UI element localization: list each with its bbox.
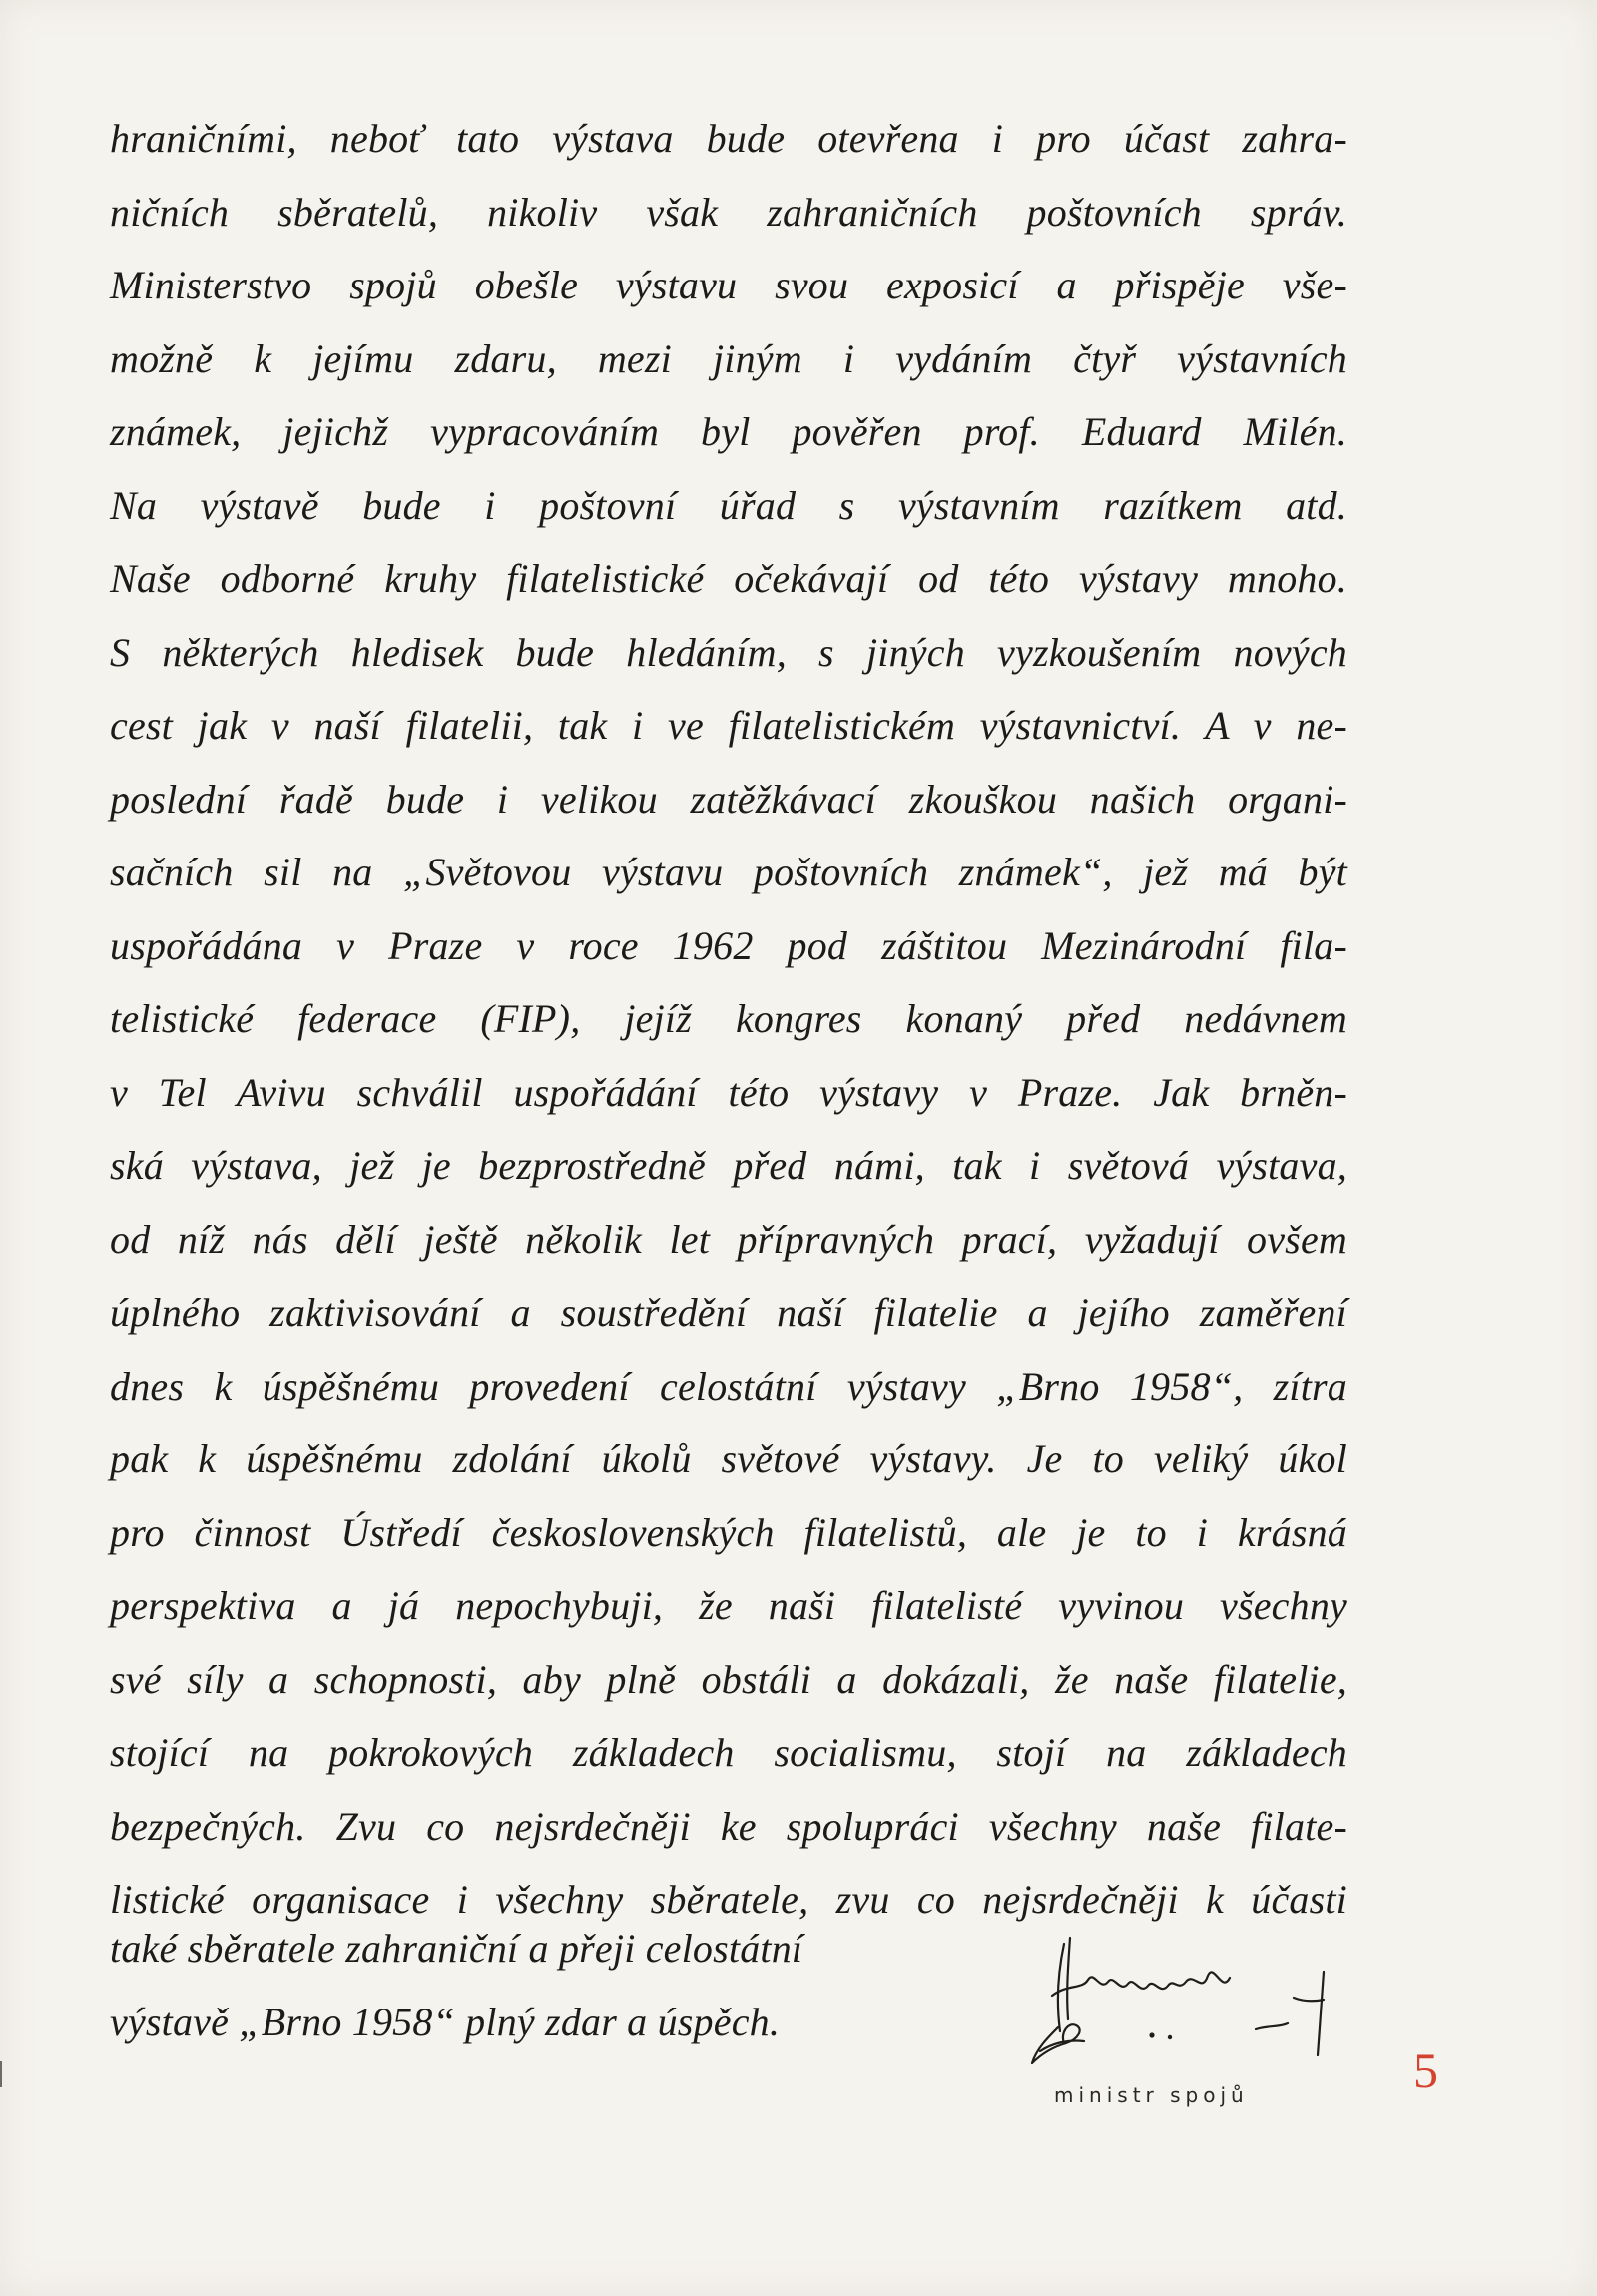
text-line: Ministerstvo spojů obešle výstavu svou exposicí a přispěje vše- bbox=[110, 263, 1347, 307]
text-line: známek, jejichž vypracováním byl pověřen prof. Eduard Milén. bbox=[110, 409, 1347, 454]
text-line: pro činnost Ústředí československých filatelistů, ale je to i krásná bbox=[110, 1509, 1347, 1555]
text-line: hraničními, neboť tato výstava bude otevřena i pro účast zahra- bbox=[110, 116, 1347, 161]
text-line: telistické federace (FIP), jejíž kongres konaný před nedávnem bbox=[110, 996, 1347, 1041]
signatory-title: ministr spojů bbox=[1054, 2083, 1249, 2107]
text-line: perspektiva a já nepochybuji, že naši filatelisté vyvinou všechny bbox=[110, 1583, 1347, 1628]
text-line: bezpečných. Zvu co nejsrdečněji ke spolupráci všechny naše filate- bbox=[110, 1803, 1347, 1849]
closing-text bbox=[110, 1912, 928, 2058]
text-line: v Tel Avivu schválil uspořádání této výstavy v Praze. Jak brněn- bbox=[110, 1069, 1347, 1115]
text-line: pak k úspěšnému zdolání úkolů světové výstavy. Je to veliký úkol bbox=[110, 1436, 1347, 1481]
text-line: možně k jejímu zdaru, mezi jiným i vydáním čtyř výstavních bbox=[110, 335, 1347, 381]
text-line: Na výstavě bude i poštovní úřad s výstavním razítkem atd. bbox=[110, 482, 1347, 528]
text-line: Naše odborné kruhy filatelistické očekávají od této výstavy mnoho. bbox=[110, 556, 1347, 601]
text-line: poslední řadě bude i velikou zatěžkávací zkouškou našich organi- bbox=[110, 776, 1347, 822]
text-line: ská výstava, jež je bezprostředně před námi, tak i světová výstava, bbox=[110, 1143, 1347, 1188]
page-number: 5 bbox=[1413, 2042, 1438, 2098]
text-line: listické organisace i všechny sběratele, zvu co nejsrdečněji k účasti bbox=[110, 1877, 1347, 1922]
text-line: ničních sběratelů, nikoliv však zahraničních poštovních správ. bbox=[110, 189, 1347, 235]
text-line: své síly a schopnosti, aby plně obstáli a dokázali, že naše filatelie, bbox=[110, 1656, 1347, 1702]
text-line: dnes k úspěšnému provedení celostátní výstavy „Brno 1958“, zítra bbox=[110, 1363, 1347, 1409]
text-line: od níž nás dělí ještě několik let přípravných prací, vyžadují ovšem bbox=[110, 1216, 1347, 1262]
text-line: sačních sil na „Světovou výstavu poštovních známek“, jež má být bbox=[110, 850, 1347, 894]
handwritten-signature bbox=[1018, 1932, 1347, 2081]
text-line: S některých hledisek bude hledáním, s jiných vyzkoušením nových bbox=[110, 629, 1347, 675]
signature-block bbox=[1018, 1932, 1347, 2121]
text-line: úplného zaktivisování a soustředění naší filatelie a jejího zaměření bbox=[110, 1290, 1347, 1335]
text-line: uspořádána v Praze v roce 1962 pod záštitou Mezinárodní fila- bbox=[110, 922, 1347, 968]
edge-mark bbox=[0, 2061, 10, 2087]
text-line: cest jak v naší filatelii, tak i ve filatelistickém výstavnictví. A v ne- bbox=[110, 703, 1347, 748]
body-text bbox=[110, 102, 1347, 1937]
text-line: stojící na pokrokových základech socialismu, stojí na základech bbox=[110, 1730, 1347, 1775]
closing-line: výstavě „Brno 1958“ plný zdar a úspěch. bbox=[110, 1999, 781, 2044]
closing-line: také sběratele zahraniční a přeji celostátní bbox=[110, 1926, 803, 1971]
